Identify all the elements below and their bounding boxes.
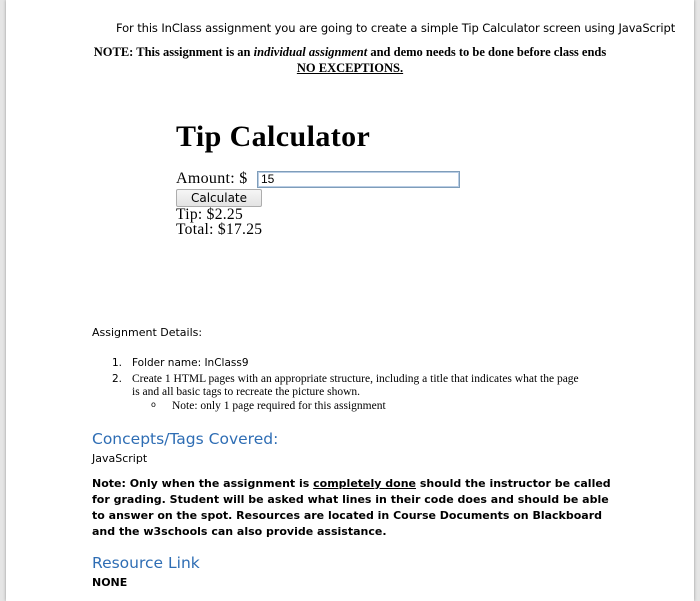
document-page [6,0,694,601]
assignment-details-heading: Assignment Details: [92,326,203,339]
grading-note-underlined: completely done [313,477,416,490]
concepts-value: JavaScript [92,452,148,465]
tip-result: Tip: $2.25 [176,206,244,223]
list-item-number: 1. [112,357,123,369]
calculate-button[interactable]: Calculate [176,189,262,207]
tip-calculator-title: Tip Calculator [176,120,371,153]
concepts-heading: Concepts/Tags Covered: [92,430,279,448]
amount-input[interactable] [257,171,460,188]
list-item-number: 2. [112,373,123,385]
intro-text: For this InClass assignment you are going to create a simple Tip Calculator screen using JavaScript [116,21,676,35]
list-item-create-html-line2: is and all basic tags to recreate the picture shown. [132,386,361,398]
sub-bullet-icon: o [151,400,156,409]
note-suffix: and demo needs to be done before class ends [367,45,607,59]
sub-item-note: Note: only 1 page required for this assignment [172,400,386,412]
note-emphasis: individual assignment [253,45,368,59]
no-exceptions-text: NO EXCEPTIONS. [296,61,404,75]
grading-note [92,476,612,540]
total-result: Total: $17.25 [176,221,263,238]
grading-note-part1: Note: Only when the assignment is [92,477,314,490]
note-prefix: NOTE: This assignment is an [93,45,254,59]
note-line [6,45,694,60]
list-item-folder-name: Folder name: InClass9 [132,357,249,369]
resource-link-value: NONE [92,576,128,589]
list-item-create-html-line1: Create 1 HTML pages with an appropriate structure, including a title that indicates what the page [132,373,579,385]
resource-link-heading: Resource Link [92,554,200,572]
grading-note-part2: should the instructor be called for grading. Student will be asked what lines in their code does and should be able to answer on the spot. Resources are located in Course Documents on Blackboard and the w3schools can also provide assistance. [92,477,611,538]
amount-label: Amount: $ [176,170,248,187]
